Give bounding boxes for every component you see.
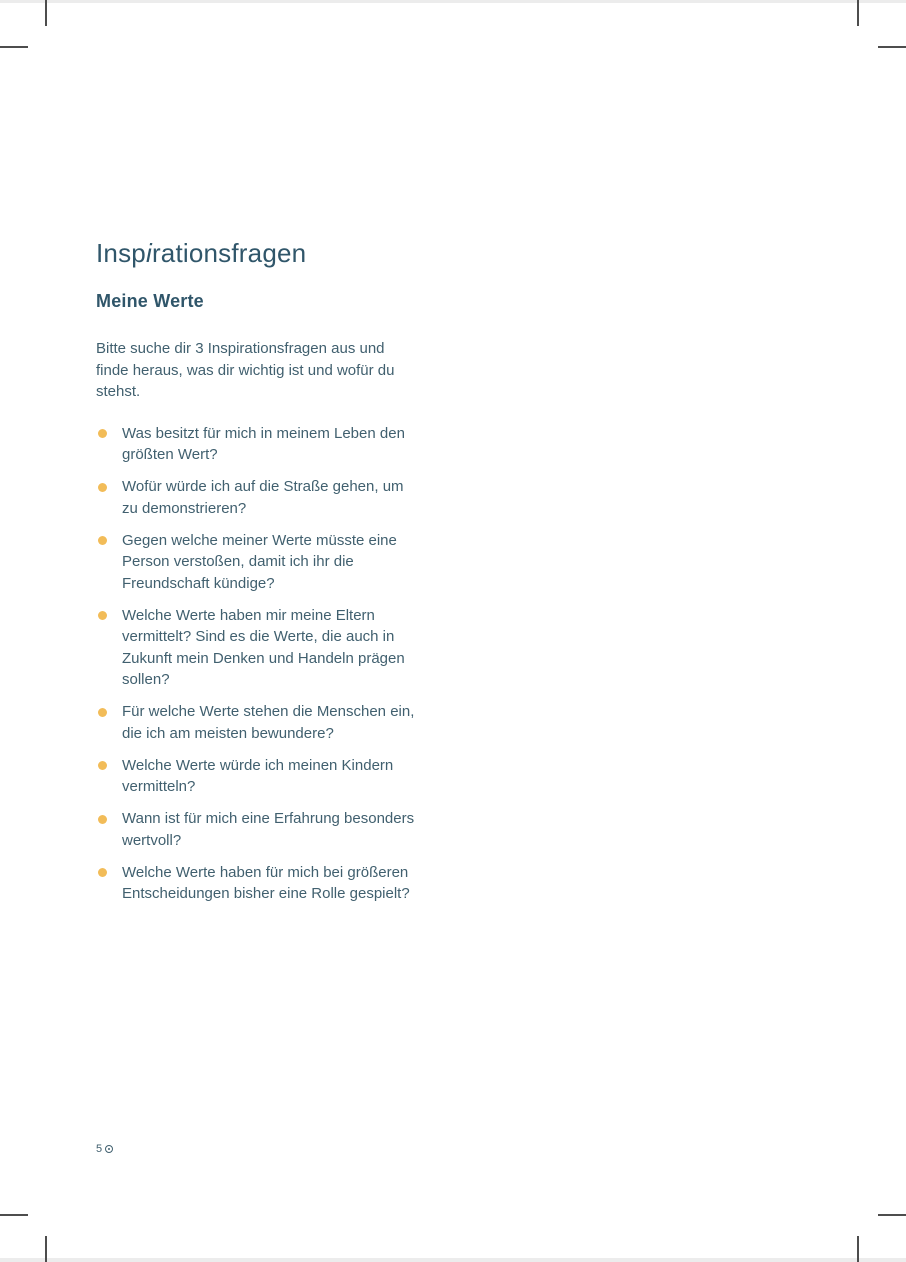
crop-mark-top-right-vertical (857, 0, 859, 26)
crop-mark-bottom-left-vertical (45, 1236, 47, 1262)
crop-mark-bottom-right-vertical (857, 1236, 859, 1262)
section-heading: Meine Werte (96, 291, 204, 311)
intro-paragraph: Bitte suche dir 3 Inspirationsfragen aus und finde heraus, was dir wichtig ist und wofür du stehst. (96, 340, 395, 400)
crop-mark-top-left-horizontal (0, 46, 28, 48)
list-item (96, 808, 422, 851)
question-text: Welche Werte haben für mich bei größeren Entscheidungen bisher eine Rolle gespielt? (122, 863, 410, 902)
list-item (96, 605, 422, 691)
crop-mark-bottom-right-horizontal (878, 1214, 906, 1216)
question-text: Was besitzt für mich in meinem Leben den größten Wert? (122, 424, 405, 463)
page-number: 5 (96, 1143, 103, 1155)
question-text: Welche Werte haben mir meine Eltern vermittelt? Sind es die Werte, die auch in Zukunft mein Denken und Handeln prägen sollen? (122, 606, 405, 688)
page-title-post: rationsfragen (151, 238, 307, 268)
page-title-pre: Insp (96, 238, 146, 268)
page-title (96, 238, 436, 268)
list-item (96, 862, 422, 905)
question-text: Wann ist für mich eine Erfahrung besonders wertvoll? (122, 810, 415, 849)
bullet-icon (98, 483, 107, 492)
list-item (96, 530, 422, 595)
question-text: Für welche Werte stehen die Menschen ein, die ich am meisten bewundere? (122, 703, 415, 742)
bullet-icon (98, 815, 107, 824)
circled-dot-icon (105, 1145, 113, 1153)
question-text: Welche Werte würde ich meinen Kindern vermitteln? (122, 756, 394, 795)
list-item (96, 755, 422, 798)
question-list (96, 423, 426, 905)
page-content (96, 238, 436, 915)
page-edge-top (0, 0, 906, 3)
question-text: Gegen welche meiner Werte müsste eine Person verstoßen, damit ich ihr die Freundschaft kündige? (122, 531, 397, 592)
bullet-icon (98, 611, 107, 620)
bullet-icon (98, 708, 107, 717)
list-item (96, 701, 422, 744)
list-item (96, 476, 422, 519)
bullet-icon (98, 536, 107, 545)
bullet-icon (98, 429, 107, 438)
list-item (96, 423, 422, 466)
crop-mark-top-left-vertical (45, 0, 47, 26)
page-edge-bottom (0, 1258, 906, 1262)
crop-mark-top-right-horizontal (878, 46, 906, 48)
bullet-icon (98, 761, 107, 770)
page-title-italic-letter: i (145, 238, 152, 268)
crop-mark-bottom-left-horizontal (0, 1214, 28, 1216)
page-footer (96, 1143, 113, 1155)
question-text: Wofür würde ich auf die Straße gehen, um zu demonstrieren? (122, 478, 404, 517)
bullet-icon (98, 868, 107, 877)
